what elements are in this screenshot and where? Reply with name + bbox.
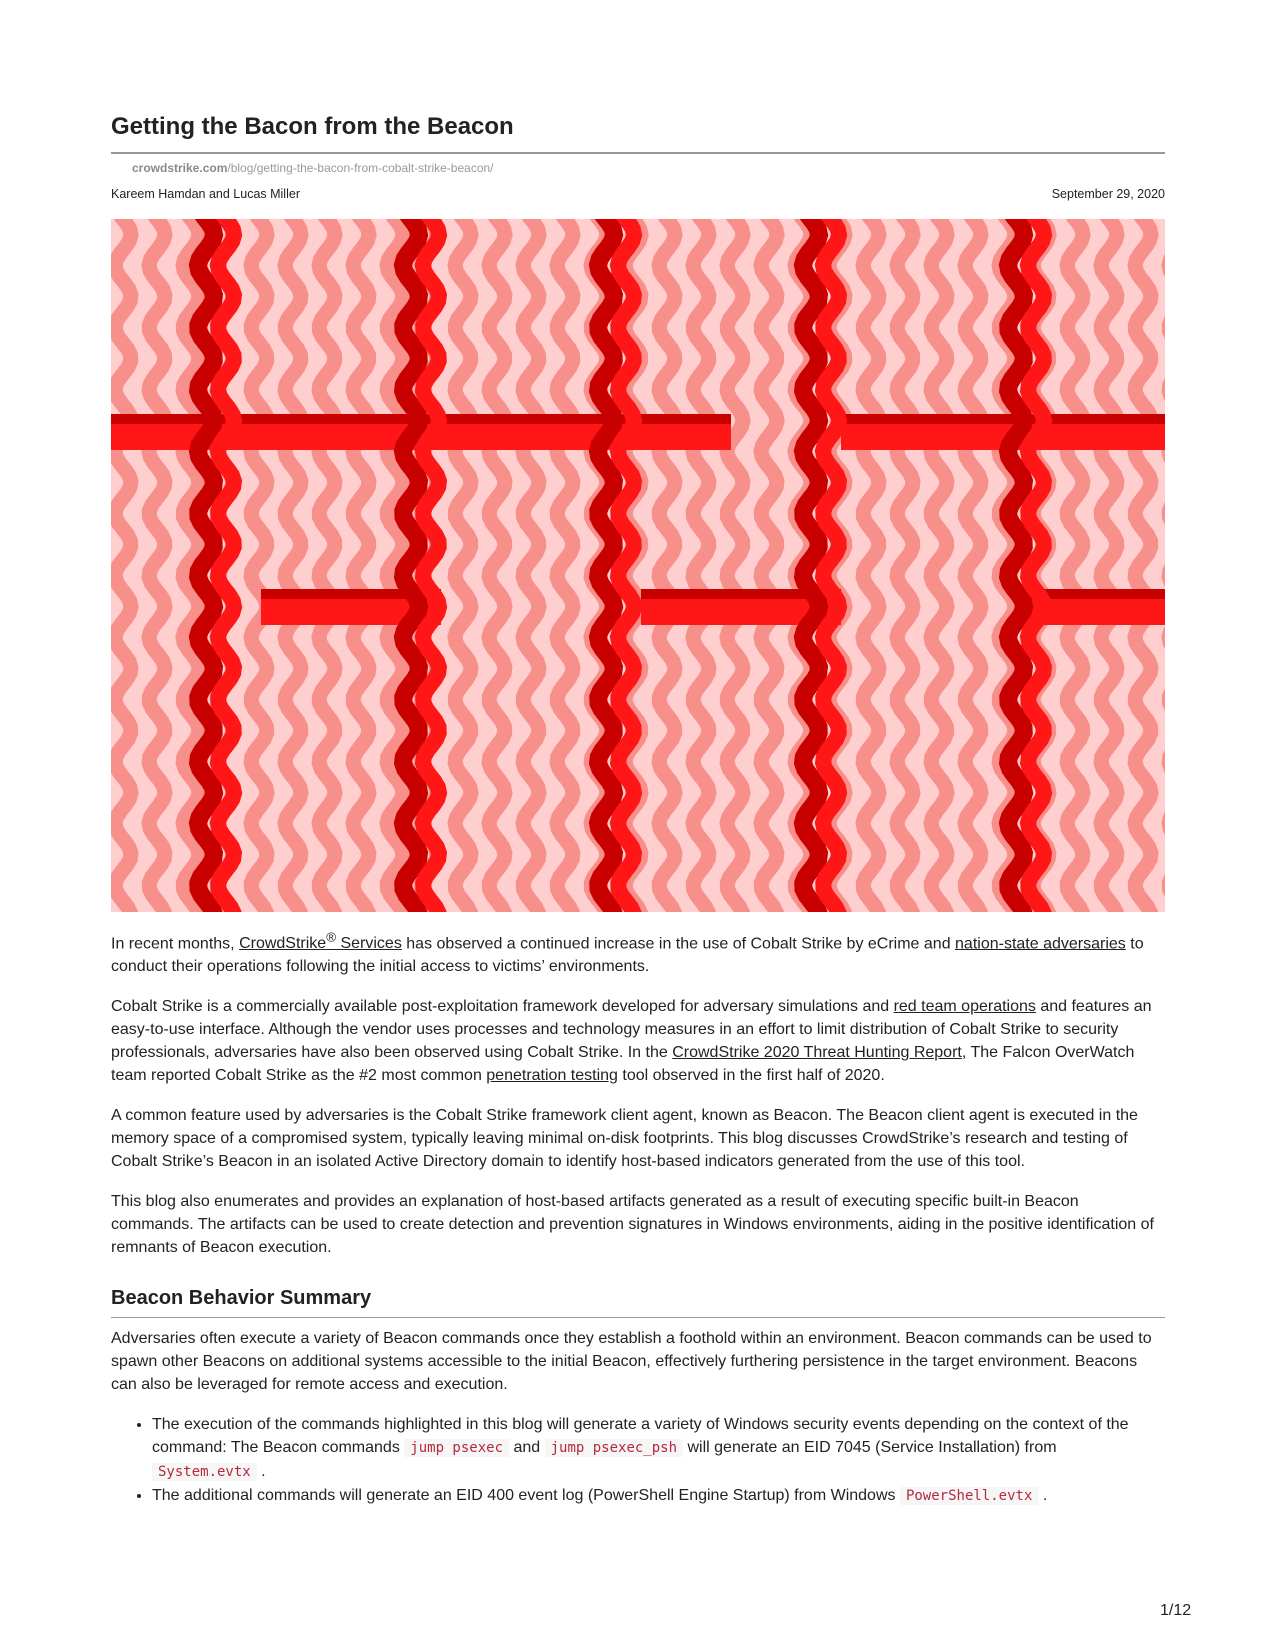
dark-band <box>441 414 731 424</box>
hero-image <box>111 219 1165 912</box>
article-body <box>111 926 1165 1508</box>
article-authors: Kareem Hamdan and Lucas Miller <box>111 187 300 201</box>
nation-state-adversaries-link[interactable]: nation-state adversaries <box>955 935 1126 953</box>
red-band <box>441 424 731 450</box>
inline-code: jump psexec <box>404 1439 509 1457</box>
beacon-feature-paragraph: A common feature used by adversaries is the Cobalt Strike framework client agent, known as Beacon. The Beacon client agent is executed in the memory space of a compromised system, typically leaving minimal on-disk footprints. This blog discusses CrowdStrike’s research and testing of Cobalt Strike’s Beacon in an isolated Active Directory domain to identify host-based indicators generated from the use of this tool. <box>111 1107 1138 1171</box>
artifacts-paragraph: This blog also enumerates and provides an explanation of host-based artifacts generated as a result of executing specific built-in Beacon commands. The artifacts can be used to create detection and prevention signatures in Windows environments, aiding in the positive identification of remnants of Beacon execution. <box>111 1193 1154 1257</box>
intro-paragraph: In recent months, CrowdStrike® Services has observed a continued increase in the use of Cobalt Strike by eCrime and nation-state adversaries to conduct their operations following the initial access to victims’ environments. <box>111 930 1144 976</box>
dark-band <box>841 414 1165 424</box>
inline-code: PowerShell.evtx <box>900 1487 1038 1505</box>
source-url[interactable] <box>132 160 494 176</box>
list-item: • The additional commands will generate an EID 400 event log (PowerShell Engine Startup) from Windows PowerShell.evtx . <box>152 1484 1165 1508</box>
page-title: Getting the Bacon from the Beacon <box>111 113 514 140</box>
behavior-summary-paragraph: Adversaries often execute a variety of Beacon commands once they establish a foothold within an environment. Beacon commands can be used to spawn other Beacons on additional systems accessible to the initial Beacon, effectively furthering persistence in the target environment. Beacons can also be leveraged for remote access and execution. <box>111 1330 1152 1394</box>
bacon-wave-pattern-image <box>111 219 1165 912</box>
article-date: September 29, 2020 <box>1051 187 1165 201</box>
crowdstrike-services-link[interactable]: CrowdStrike® Services <box>239 930 402 953</box>
inline-code: System.evtx <box>152 1463 257 1481</box>
inline-code: jump psexec_psh <box>545 1439 683 1457</box>
penetration-testing-link[interactable]: penetration testing <box>486 1067 618 1085</box>
title-divider <box>111 152 1165 154</box>
behavior-bullet-list <box>111 1413 1165 1508</box>
list-item: • The execution of the commands highlighted in this blog will generate a variety of Windows security events depending on the context of the command: The Beacon commands jump psexec and jump psexec_psh will generate an EID 7045 (Service Installation) from System.evtx . <box>152 1413 1165 1484</box>
threat-hunting-report-link[interactable]: CrowdStrike 2020 Threat Hunting Report <box>672 1044 962 1062</box>
red-team-operations-link[interactable]: red team operations <box>893 998 1036 1016</box>
section-heading: Beacon Behavior Summary <box>111 1285 1165 1318</box>
url-domain: crowdstrike.com <box>132 161 228 175</box>
url-path: /blog/getting-the-bacon-from-cobalt-strike-beacon/ <box>227 161 494 175</box>
dark-band <box>1031 589 1165 599</box>
page-number: 1/12 <box>1160 1602 1192 1619</box>
cobalt-strike-paragraph: Cobalt Strike is a commercially available post-exploitation framework developed for adversary simulations and red team operations and features an easy-to-use interface. Although the vendor uses processes and technology measures in an effort to limit distribution of Cobalt Strike to security professionals, adversaries have also been observed using Cobalt Strike. In the CrowdStrike 2020 Threat Hunting Report, The Falcon OverWatch team reported Cobalt Strike as the #2 most common penetration testing tool observed in the first half of 2020. <box>111 998 1152 1085</box>
